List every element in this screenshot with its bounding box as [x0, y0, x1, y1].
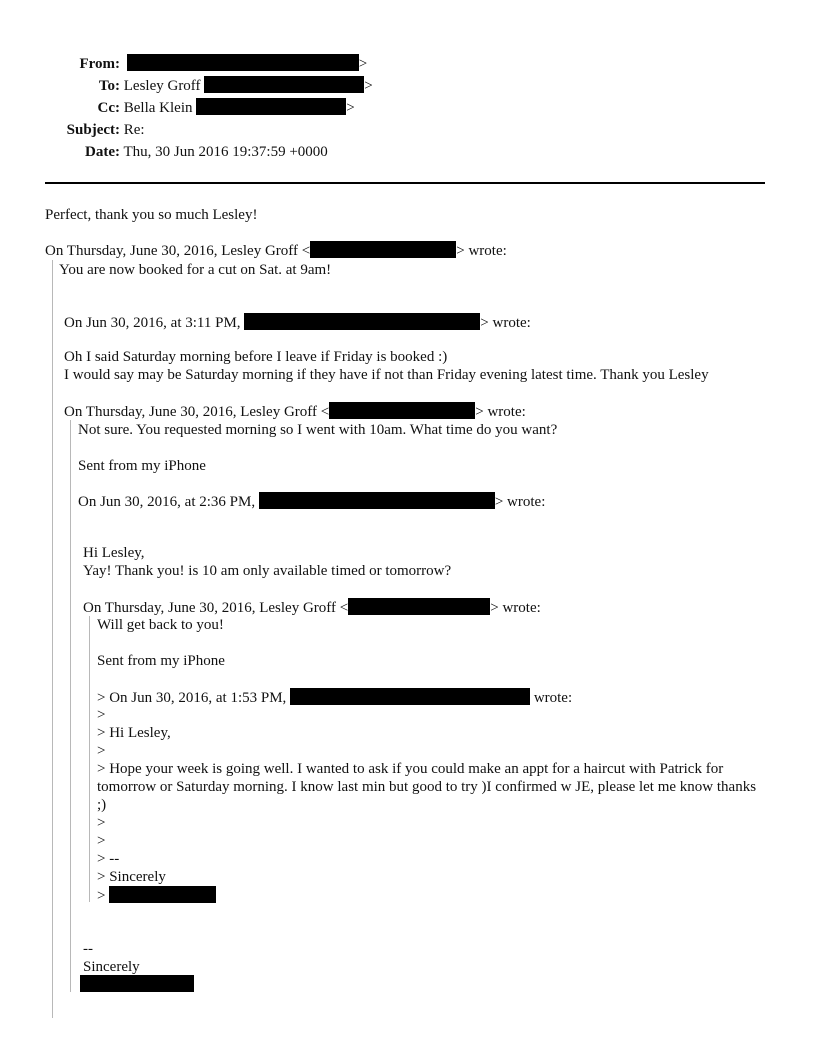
quote6-gt-4: > — [97, 833, 106, 849]
redacted-from-address — [127, 54, 359, 71]
redacted-email — [290, 688, 530, 705]
cc-row: Cc: Bella Klein > — [45, 98, 355, 117]
cc-name: Bella Klein — [123, 100, 193, 116]
quote5-bar — [89, 616, 90, 902]
quote6-signature: > — [97, 886, 216, 905]
quote6-gt-2: > — [97, 743, 106, 759]
date-label: Date: — [85, 144, 120, 160]
redacted-to-address — [204, 76, 364, 93]
redacted-email — [244, 313, 480, 330]
quote6-attribution: > On Jun 30, 2016, at 1:53 PM, wrote: — [97, 690, 573, 706]
redacted-name — [80, 975, 194, 992]
quote6-sincerely: > Sincerely — [97, 869, 166, 885]
date-value: Thu, 30 Jun 2016 19:37:59 +0000 — [123, 144, 328, 160]
to-label: To: — [98, 78, 120, 94]
quote3-attribution: On Thursday, June 30, 2016, Lesley Groff < > wrote: — [64, 404, 526, 420]
to-name: Lesley Groff — [123, 78, 201, 94]
quote1-bar — [52, 260, 53, 1018]
sig-dashes: -- — [83, 941, 93, 957]
quote4-text: Yay! Thank you! is 10 am only available timed or tomorrow? — [83, 563, 452, 579]
redacted-email — [329, 402, 475, 419]
quote2-line1: Oh I said Saturday morning before I leave if Friday is booked :) — [64, 349, 448, 365]
redacted-email — [259, 492, 495, 509]
quote3-sent: Sent from my iPhone — [78, 458, 206, 474]
header-divider — [45, 182, 765, 184]
subject-value: Re: — [123, 122, 145, 138]
quote6-gt-1: > — [97, 707, 106, 723]
cc-label: Cc: — [97, 100, 120, 116]
date-row — [45, 143, 328, 161]
quote1-text: You are now booked for a cut on Sat. at 9am! — [59, 262, 332, 278]
quote6-paragraph: > Hope your week is going well. I wanted to ask if you could make an appt for a haircut with Patrick for tomorrow or Saturday morning. I know last min but good to try )I confirmed w JE, please let me know thanks ;) — [97, 761, 757, 813]
quote6-greeting: > Hi Lesley, — [97, 725, 171, 741]
from-row: From: > — [45, 54, 367, 73]
quote2-attribution: On Jun 30, 2016, at 3:11 PM, > wrote: — [64, 315, 531, 331]
quote3-text: Not sure. You requested morning so I went with 10am. What time do you want? — [78, 422, 558, 438]
redacted-cc-address — [196, 98, 346, 115]
subject-label: Subject: — [66, 122, 120, 138]
quote4-greeting: Hi Lesley, — [83, 545, 145, 561]
quote4-attribution: On Jun 30, 2016, at 2:36 PM, > wrote: — [78, 494, 546, 510]
reply-line: Perfect, thank you so much Lesley! — [45, 207, 258, 223]
redacted-email — [310, 241, 456, 258]
redacted-name — [109, 886, 216, 903]
quote5-attribution: On Thursday, June 30, 2016, Lesley Groff < > wrote: — [83, 600, 541, 616]
quote5-sent: Sent from my iPhone — [97, 653, 225, 669]
redacted-email — [348, 598, 490, 615]
quote6-gt-3: > — [97, 815, 106, 831]
from-label: From: — [79, 56, 120, 72]
subject-row — [45, 121, 145, 139]
sig-redacted — [80, 975, 194, 994]
quote3-bar — [70, 420, 71, 992]
sig-sincerely: Sincerely — [83, 959, 140, 975]
quote2-line2: I would say may be Saturday morning if they have if not than Friday evening latest time. Thank you Lesley — [64, 367, 709, 383]
quote1-attribution: On Thursday, June 30, 2016, Lesley Groff < > wrote: — [45, 243, 507, 259]
to-row: To: Lesley Groff > — [45, 76, 373, 95]
quote6-dashes: > -- — [97, 851, 120, 867]
quote5-text: Will get back to you! — [97, 617, 224, 633]
